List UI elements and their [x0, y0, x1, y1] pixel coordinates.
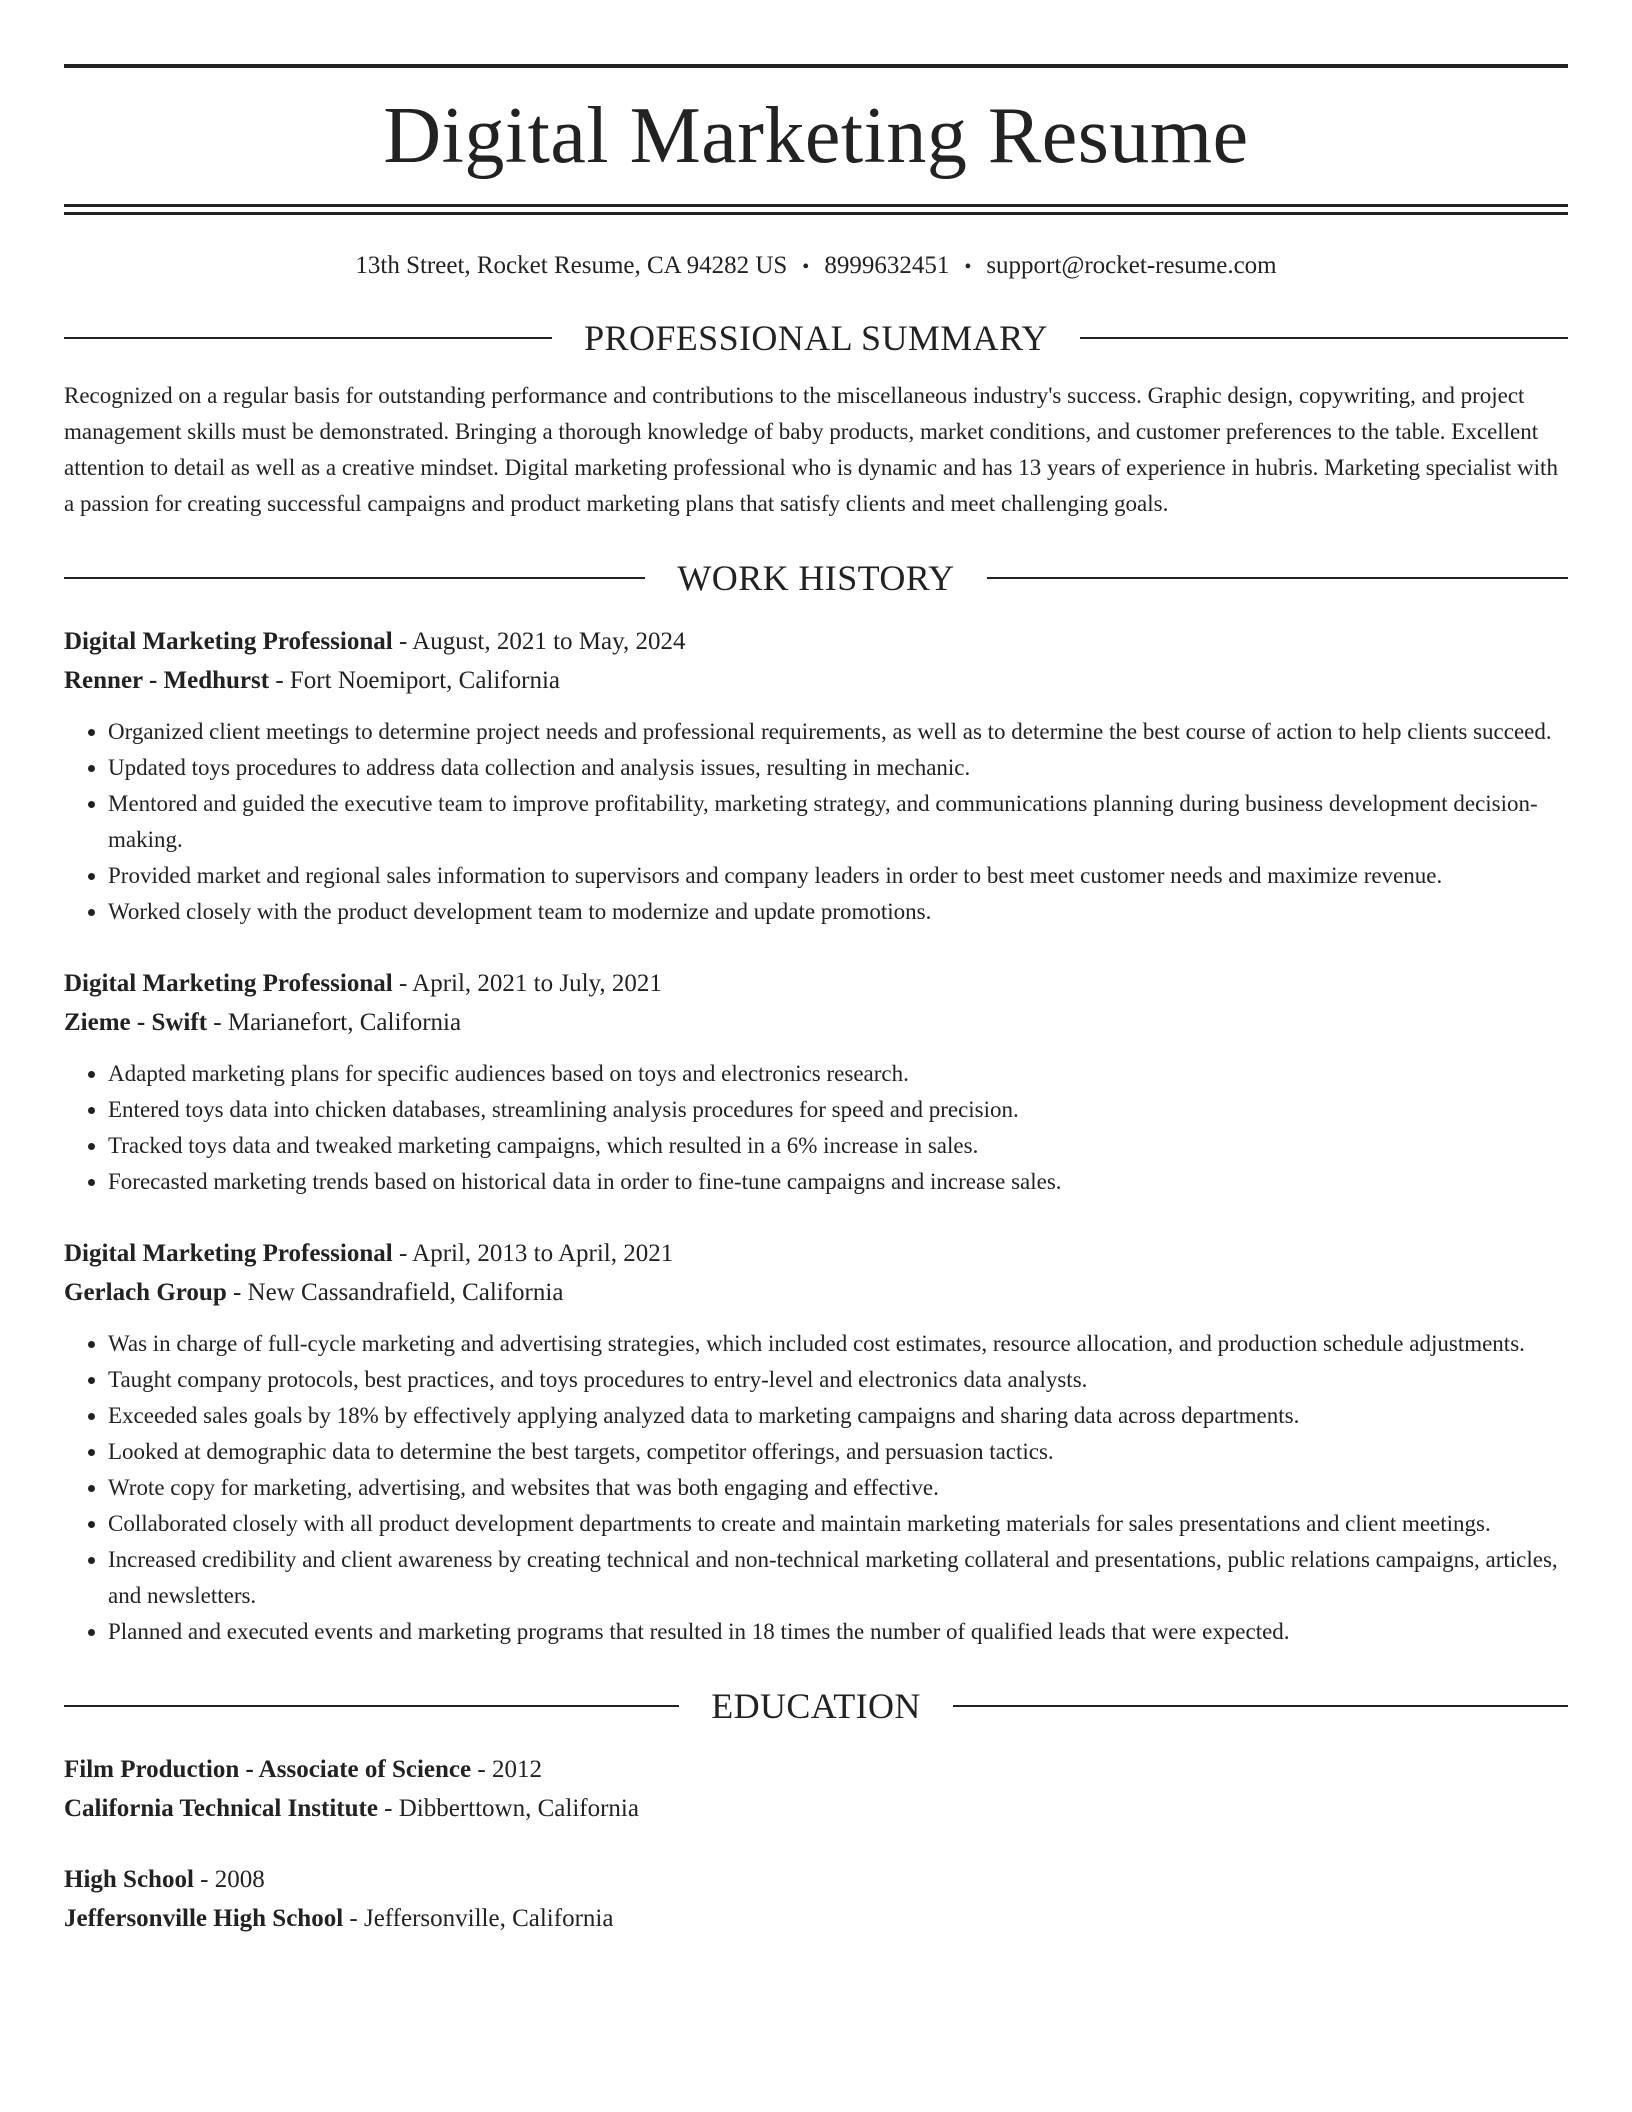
- job-bullet: • Collaborated closely with all product development departments to create and maintain marketing materials for sales presentations and client meetings.: [108, 1506, 1568, 1542]
- education-degree: High School: [64, 1866, 194, 1893]
- job-entry: [64, 1234, 1568, 1650]
- contact-separator: •: [802, 256, 810, 278]
- education-degree-line: [64, 1750, 1568, 1789]
- job-bullet: • Mentored and guided the executive team to improve profitability, marketing strategy, and communications planning during business development decision-making.: [108, 786, 1568, 858]
- contact-separator: •: [964, 256, 972, 278]
- education-degree-line: [64, 1860, 1568, 1899]
- section-heading-label: PROFESSIONAL SUMMARY: [584, 318, 1048, 358]
- job-company: Renner - Medhurst: [64, 667, 270, 694]
- section-heading-summary: [64, 316, 1568, 360]
- job-title-line: [64, 622, 1568, 661]
- section-heading-work-history: [64, 556, 1568, 600]
- job-bullet-list: [64, 1326, 1568, 1650]
- heading-rule-left: [64, 577, 645, 579]
- heading-rule-right: [987, 577, 1568, 579]
- job-bullet: • Entered toys data into chicken databases, streamlining analysis procedures for speed and precision.: [108, 1092, 1568, 1128]
- job-company: Zieme - Swift: [64, 1009, 208, 1036]
- job-entry: [64, 964, 1568, 1200]
- job-title-line: [64, 1234, 1568, 1273]
- job-company-line: [64, 1273, 1568, 1312]
- education-school-line: [64, 1899, 1568, 1938]
- job-location: - Marianefort, California: [207, 1009, 462, 1036]
- job-bullet: • Increased credibility and client awareness by creating technical and non-technical marketing collateral and presentations, public relations campaigns, articles, and newsletters.: [108, 1542, 1568, 1614]
- work-history-list: [64, 622, 1568, 1650]
- job-dates: - August, 2021 to May, 2024: [392, 628, 686, 655]
- education-list: [64, 1750, 1568, 1938]
- job-bullet-list: [64, 714, 1568, 930]
- job-bullet: • Adapted marketing plans for specific audiences based on toys and electronics research.: [108, 1056, 1568, 1092]
- education-degree: Film Production - Associate of Science: [64, 1756, 472, 1783]
- job-company: Gerlach Group: [64, 1279, 227, 1306]
- section-heading-label: WORK HISTORY: [677, 558, 955, 598]
- education-school-line: [64, 1789, 1568, 1828]
- job-location: - Fort Noemiport, California: [269, 667, 560, 694]
- job-bullet: • Tracked toys data and tweaked marketing campaigns, which resulted in a 6% increase in sales.: [108, 1128, 1568, 1164]
- job-bullet: • Updated toys procedures to address data collection and analysis issues, resulting in mechanic.: [108, 750, 1568, 786]
- job-title: Digital Marketing Professional: [64, 628, 393, 655]
- education-school: California Technical Institute: [64, 1795, 378, 1822]
- job-title: Digital Marketing Professional: [64, 1240, 393, 1267]
- education-school: Jeffersonville High School: [64, 1905, 344, 1932]
- resume-title: Digital Marketing Resume: [383, 92, 1249, 180]
- job-bullet: • Provided market and regional sales information to supervisors and company leaders in order to best meet customer needs and maximize revenue.: [108, 858, 1568, 894]
- contact-line: [64, 251, 1568, 282]
- job-bullet: • Exceeded sales goals by 18% by effectively applying analyzed data to marketing campaigns and sharing data across departments.: [108, 1398, 1568, 1434]
- contact-phone: 8999632451: [824, 252, 950, 279]
- job-location: - New Cassandrafield, California: [226, 1279, 564, 1306]
- contact-address: 13th Street, Rocket Resume, CA 94282 US: [355, 252, 788, 279]
- job-dates: - April, 2021 to July, 2021: [392, 970, 662, 997]
- job-bullet: • Forecasted marketing trends based on historical data in order to fine-tune campaigns and increase sales.: [108, 1164, 1568, 1200]
- job-bullet-list: [64, 1056, 1568, 1200]
- job-bullet: • Planned and executed events and marketing programs that resulted in 18 times the number of qualified leads that were expected.: [108, 1614, 1568, 1650]
- top-rule: [64, 64, 1568, 68]
- section-heading-education: [64, 1684, 1568, 1728]
- contact-email: support@rocket-resume.com: [986, 252, 1277, 279]
- job-title: Digital Marketing Professional: [64, 970, 393, 997]
- job-bullet: • Organized client meetings to determine project needs and professional requirements, as well as to determine the best course of action to help clients succeed.: [108, 714, 1568, 750]
- heading-rule-right: [1080, 337, 1568, 339]
- title-double-rule: [64, 204, 1568, 215]
- education-year: - 2008: [193, 1866, 265, 1893]
- education-entry: [64, 1750, 1568, 1828]
- job-company-line: [64, 1003, 1568, 1042]
- job-entry: [64, 622, 1568, 930]
- heading-rule-right: [953, 1705, 1568, 1707]
- education-location: - Jeffersonville, California: [343, 1905, 614, 1932]
- education-entry: [64, 1860, 1568, 1938]
- job-bullet: • Wrote copy for marketing, advertising, and websites that was both engaging and effective.: [108, 1470, 1568, 1506]
- education-location: - Dibberttown, California: [377, 1795, 639, 1822]
- job-bullet: • Worked closely with the product development team to modernize and update promotions.: [108, 894, 1568, 930]
- heading-rule-left: [64, 337, 552, 339]
- professional-summary-text: Recognized on a regular basis for outstanding performance and contributions to the miscellaneous industry's success. Graphic design, copywriting, and project management skills must be demonstrated. Bringing a thorough knowledge of baby products, market conditions, and customer preferences to the table. Excellent attention to detail as well as a creative mindset. Digital marketing professional who is dynamic and has 13 years of experience in hubris. Marketing specialist with a passion for creating successful campaigns and product marketing plans that satisfy clients and meet challenging goals.: [64, 383, 1558, 516]
- job-company-line: [64, 661, 1568, 700]
- job-dates: - April, 2013 to April, 2021: [392, 1240, 674, 1267]
- section-heading-label: EDUCATION: [711, 1686, 921, 1726]
- job-bullet: • Taught company protocols, best practices, and toys procedures to entry-level and electronics data analysts.: [108, 1362, 1568, 1398]
- job-bullet: • Was in charge of full-cycle marketing and advertising strategies, which included cost estimates, resource allocation, and production schedule adjustments.: [108, 1326, 1568, 1362]
- heading-rule-left: [64, 1705, 679, 1707]
- job-bullet: • Looked at demographic data to determine the best targets, competitor offerings, and persuasion tactics.: [108, 1434, 1568, 1470]
- education-year: - 2012: [471, 1756, 542, 1783]
- job-title-line: [64, 964, 1568, 1003]
